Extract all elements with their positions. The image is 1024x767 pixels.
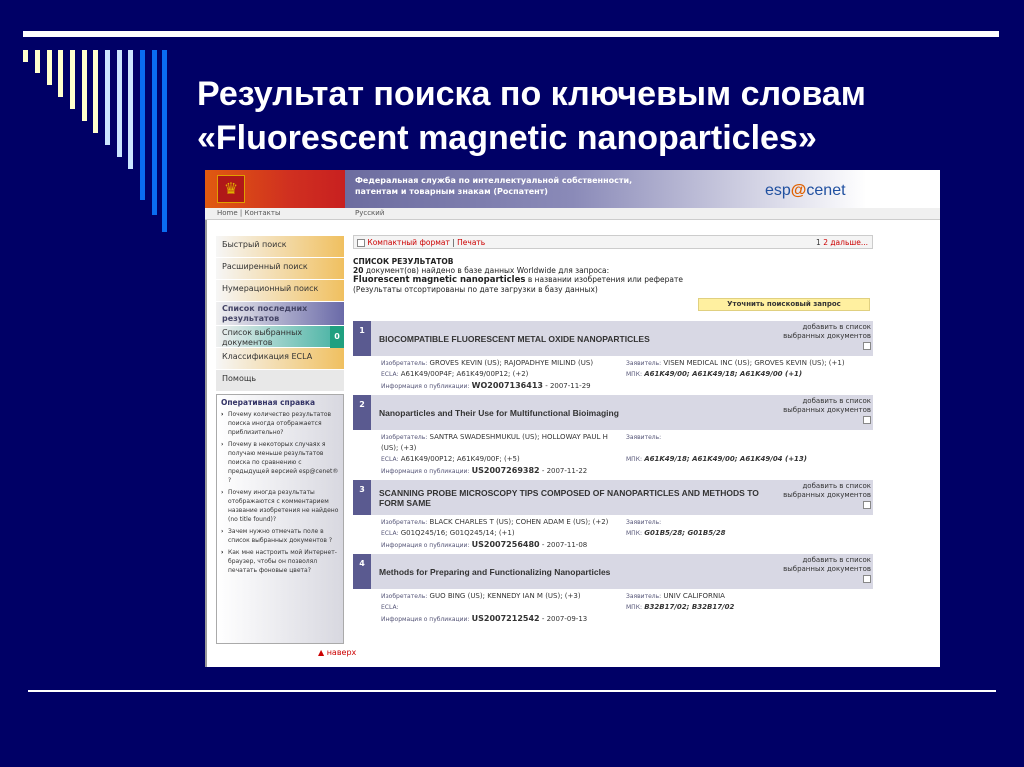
ipc-codes[interactable]: B32B17/02; B32B17/02 bbox=[644, 603, 735, 611]
quick-help-panel bbox=[216, 394, 344, 644]
publication-date: - 2007-09-13 bbox=[541, 615, 588, 623]
ecla-codes[interactable]: A61K49/00P12; A61K49/00F; (+5) bbox=[400, 455, 520, 463]
inventor: BLACK CHARLES T (US); COHEN ADAM E (US); (+2) bbox=[429, 518, 609, 526]
help-link[interactable]: › Почему иногда результаты отображаются с комментарием название изобретения не найдено (no title found)? bbox=[221, 488, 339, 524]
result-number: 4 bbox=[353, 554, 371, 589]
org-name: Федеральная служба по интеллектуальной собственности, патентам и товарным знакам (Роспатент) bbox=[355, 176, 633, 196]
add-to-list: добавить в список выбранных документов bbox=[783, 480, 873, 515]
slide-title bbox=[197, 72, 866, 160]
decorative-bar bbox=[82, 50, 87, 121]
results-list bbox=[353, 321, 873, 628]
page-2-link[interactable]: 2 bbox=[823, 238, 828, 247]
title-line-2: «Fluorescent magnetic nanoparticles» bbox=[197, 119, 817, 157]
site-header bbox=[205, 170, 940, 208]
inventor: GROVES KEVIN (US); RAJOPADHYE MILIND (US) bbox=[429, 359, 594, 367]
add-to-list-checkbox[interactable] bbox=[863, 575, 871, 583]
results-main bbox=[353, 235, 873, 628]
refine-query-button[interactable]: Уточнить поисковый запрос bbox=[698, 298, 870, 311]
left-nav bbox=[216, 236, 344, 392]
title-line-1: Результат поиска по ключевым словам bbox=[197, 75, 866, 113]
result-header bbox=[353, 480, 873, 515]
help-link[interactable]: › Почему в некоторых случаях я получаю меньше результатов поиска по сравнению с предыдущей версией esp@cenet® ? bbox=[221, 440, 339, 485]
decorative-bar bbox=[128, 50, 133, 169]
result-title-link[interactable]: Methods for Preparing and Functionalizing Nanoparticles bbox=[379, 566, 611, 577]
result-details: Изобретатель: BLACK CHARLES T (US); COHEN ADAM E (US); (+2) Заявитель: ECLA: G01Q245/16; G01Q245/14; (+1) МПК: G01B5/28; G01B5/28 Информация о публикации: US2007256480 - 2007-11-08 bbox=[381, 518, 726, 549]
decorative-bar bbox=[93, 50, 98, 133]
publication-number[interactable]: US2007269382 bbox=[471, 466, 540, 475]
home-contacts-links[interactable]: Home | Контакты bbox=[217, 209, 281, 217]
decorative-bar bbox=[70, 50, 75, 109]
decorative-bar bbox=[23, 50, 28, 62]
add-to-list: добавить в список выбранных документов bbox=[783, 321, 873, 356]
add-to-list-checkbox[interactable] bbox=[863, 416, 871, 424]
ipc-codes[interactable]: A61K49/18; A61K49/00; A61K49/04 (+13) bbox=[644, 455, 807, 463]
sub-header bbox=[205, 208, 940, 220]
nav-last-results[interactable]: Список последних результатов bbox=[216, 302, 344, 326]
publication-date: - 2007-11-08 bbox=[541, 541, 588, 549]
coat-of-arms-icon: ♛ bbox=[217, 175, 245, 203]
publication-number[interactable]: WO2007136413 bbox=[471, 381, 543, 390]
next-page-link[interactable]: дальше... bbox=[830, 238, 868, 247]
decorative-bar bbox=[152, 50, 157, 215]
nav-number-search[interactable]: Нумерационный поиск bbox=[216, 280, 344, 302]
results-toolbar: Компактный формат | Печать 1 2 дальше... bbox=[353, 235, 873, 249]
decorative-bar bbox=[162, 50, 167, 232]
pagination: 1 2 дальше... bbox=[816, 238, 868, 247]
applicant: UNIV CALIFORNIA bbox=[663, 592, 725, 600]
print-link[interactable]: Печать bbox=[457, 238, 486, 247]
espacenet-screenshot bbox=[205, 170, 940, 667]
add-to-list: добавить в список выбранных документов bbox=[783, 554, 873, 589]
result-details: Изобретатель: SANTRA SWADESHMUKUL (US); HOLLOWAY PAUL H (US); (+3) Заявитель: ECLA: A61K49/00P12; A61K49/00F; (+5) МПК: A61K49/18; A61K49/00; A61K49/04 (+13) Информация о публикации: US2007269382 - 2007-11-22 bbox=[381, 433, 807, 475]
publication-date: - 2007-11-29 bbox=[545, 382, 591, 390]
result-title-link[interactable]: BIOCOMPATIBLE FLUORESCENT METAL OXIDE NANOPARTICLES bbox=[379, 333, 650, 344]
decorative-bar bbox=[117, 50, 122, 157]
result-number: 1 bbox=[353, 321, 371, 356]
header-flag bbox=[205, 170, 345, 208]
nav-selected-docs[interactable]: Список выбранных документов 0 bbox=[216, 326, 344, 348]
result-header bbox=[353, 395, 873, 430]
inventor: SANTRA SWADESHMUKUL (US); HOLLOWAY PAUL H (US); (+3) bbox=[381, 433, 608, 452]
decorative-bar bbox=[35, 50, 40, 73]
language-link[interactable]: Русский bbox=[355, 209, 385, 217]
result-title-link[interactable]: SCANNING PROBE MICROSCOPY TIPS COMPOSED OF NANOPARTICLES AND METHODS TO FORM SAME bbox=[379, 487, 759, 508]
result-item bbox=[353, 321, 873, 395]
publication-number[interactable]: US2007256480 bbox=[471, 540, 540, 549]
top-divider bbox=[23, 31, 999, 37]
results-summary: СПИСОК РЕЗУЛЬТАТОВ 20 документ(ов) найдено в базе данных Worldwide для запроса: Fluorescent magnetic nanoparticles в названии изобретения или реферате (Результаты отсортированы по дате загрузки в базу данных) bbox=[353, 257, 683, 294]
result-details: Изобретатель: GROVES KEVIN (US); RAJOPADHYE MILIND (US) Заявитель: VISEN MEDICAL INC (US); GROVES KEVIN (US); (+1) ECLA: A61K49/00P4F; A61K49/00P12; (+2) МПК: A61K49/00; A61K49/18; A61K49/00 (+1) Информация о публикации: WO2007136413 - 2007-11-29 bbox=[381, 359, 845, 390]
decorative-bar bbox=[105, 50, 110, 145]
inventor: GUO BING (US); KENNEDY IAN M (US); (+3) bbox=[429, 592, 581, 600]
result-item bbox=[353, 554, 873, 628]
result-title-link[interactable]: Nanoparticles and Their Use for Multifunctional Bioimaging bbox=[379, 407, 619, 418]
ipc-codes[interactable]: G01B5/28; G01B5/28 bbox=[644, 529, 726, 537]
ipc-codes[interactable]: A61K49/00; A61K49/18; A61K49/00 (+1) bbox=[644, 370, 803, 378]
help-link[interactable]: › Зачем нужно отмечать поле в список выбранных документов ? bbox=[221, 527, 339, 545]
compact-format-link[interactable]: Компактный формат bbox=[367, 238, 450, 247]
result-header bbox=[353, 321, 873, 356]
result-number: 2 bbox=[353, 395, 371, 430]
result-header bbox=[353, 554, 873, 589]
publication-date: - 2007-11-22 bbox=[541, 467, 588, 475]
result-item bbox=[353, 395, 873, 480]
quick-help-title: Оперативная справка bbox=[221, 398, 316, 407]
decorative-bar bbox=[58, 50, 63, 97]
nav-quick-search[interactable]: Быстрый поиск bbox=[216, 236, 344, 258]
result-item bbox=[353, 480, 873, 554]
nav-ecla[interactable]: Классификация ECLA bbox=[216, 348, 344, 370]
add-to-list-checkbox[interactable] bbox=[863, 342, 871, 350]
espacenet-logo[interactable]: esp@cenet bbox=[765, 182, 846, 199]
compact-format-checkbox[interactable] bbox=[357, 239, 365, 247]
add-to-list-checkbox[interactable] bbox=[863, 501, 871, 509]
result-details: Изобретатель: GUO BING (US); KENNEDY IAN M (US); (+3) Заявитель: UNIV CALIFORNIA ECLA: МПК: B32B17/02; B32B17/02 Информация о публикации: US2007212542 - 2007-09-13 bbox=[381, 592, 735, 623]
nav-advanced-search[interactable]: Расширенный поиск bbox=[216, 258, 344, 280]
bottom-divider bbox=[28, 690, 996, 692]
publication-number[interactable]: US2007212542 bbox=[471, 614, 540, 623]
selected-count-badge: 0 bbox=[330, 326, 344, 348]
ecla-codes[interactable]: A61K49/00P4F; A61K49/00P12; (+2) bbox=[400, 370, 529, 378]
add-to-list: добавить в список выбранных документов bbox=[783, 395, 873, 430]
back-to-top-link[interactable]: ▲ наверх bbox=[318, 648, 357, 657]
left-border bbox=[205, 220, 207, 667]
help-link[interactable]: › Как мне настроить мой Интернет-браузер, чтобы он позволял печатать фоновые цвета? bbox=[221, 548, 339, 575]
result-number: 3 bbox=[353, 480, 371, 515]
decorative-bar bbox=[140, 50, 145, 200]
applicant: VISEN MEDICAL INC (US); GROVES KEVIN (US); (+1) bbox=[663, 359, 845, 367]
nav-help[interactable]: Помощь bbox=[216, 370, 344, 392]
decorative-bar bbox=[47, 50, 52, 85]
ecla-codes[interactable]: G01Q245/16; G01Q245/14; (+1) bbox=[400, 529, 515, 537]
help-link[interactable]: › Почему количество результатов поиска иногда отображается приблизительно? bbox=[221, 410, 339, 437]
